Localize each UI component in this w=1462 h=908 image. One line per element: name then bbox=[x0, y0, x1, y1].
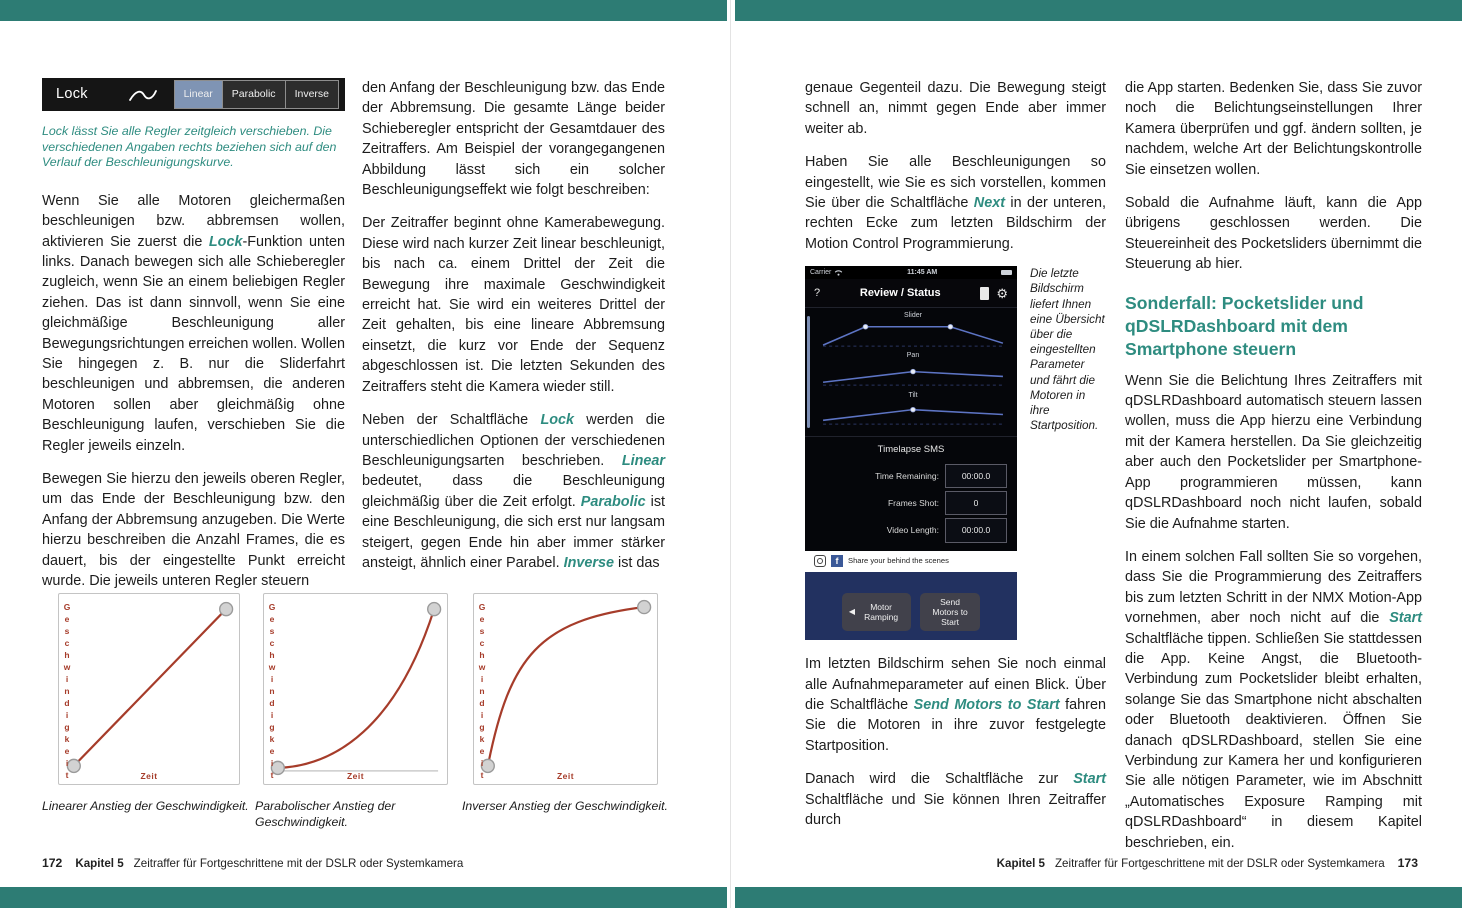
body-paragraphs bbox=[42, 191, 345, 592]
inverse-curve bbox=[474, 594, 657, 784]
settings-gear-icon[interactable]: ⚙ bbox=[996, 285, 1008, 301]
paragraph: Bewegen Sie hierzu den jeweils oberen Regler, um das Ende der Beschleunigung bzw. den Anfang der Abbremsung anzugeben. Die Werte hierzu beschreiben die Anzahl Frames, die es dauert, bis der eingestellte Punkt erreicht wurde. Die jeweils unteren Regler steuern bbox=[42, 471, 345, 590]
x-axis-label: Zeit bbox=[346, 771, 365, 781]
share-bar bbox=[805, 551, 1017, 572]
send-motors-to-start-button[interactable] bbox=[920, 593, 980, 631]
y-axis-label: Geschwindigkeit bbox=[62, 602, 72, 782]
right-page-column-2 bbox=[1125, 78, 1422, 853]
emphasized-term: Inverse bbox=[563, 554, 615, 571]
info-row bbox=[815, 464, 1007, 488]
graph-label: Slider bbox=[904, 312, 922, 320]
emphasized-term: Send Motors to Start bbox=[913, 697, 1060, 714]
info-value: 00:00.0 bbox=[945, 464, 1007, 488]
acceleration-mode-segmented-control bbox=[174, 80, 339, 108]
velocity-graph-parabolic bbox=[263, 593, 448, 785]
info-value: 00:00.0 bbox=[945, 518, 1007, 542]
app-screenshot bbox=[805, 266, 1017, 640]
page-number: 172 bbox=[42, 856, 63, 870]
screen-title: Review / Status bbox=[859, 287, 941, 300]
paragraph: Im letzten Bildschirm sehen Sie noch einmal alle Aufnahmeparameter auf einen Blick. Über die Schaltfläche Send Motors to Start fahren Sie die Motoren in ihre zuvor festgelegte Startposition. bbox=[805, 656, 1106, 754]
motion-graphs-panel bbox=[805, 308, 1017, 436]
phone-body-area bbox=[805, 572, 1017, 640]
info-value: 0 bbox=[945, 491, 1007, 515]
timelapse-sms-label: Timelapse SMS bbox=[877, 444, 945, 456]
lock-button[interactable]: Lock bbox=[56, 86, 88, 103]
phone-status-bar bbox=[805, 266, 1017, 279]
paragraph: Danach wird die Schaltfläche zur Start Schaltfläche und Sie können Ihren Zeitraffer durch bbox=[805, 771, 1106, 829]
clock: 11:45 AM bbox=[907, 268, 938, 276]
linear-curve bbox=[59, 594, 239, 784]
lock-ui-screenshot bbox=[42, 78, 345, 111]
footer-bar-right bbox=[735, 887, 1462, 908]
body-paragraphs bbox=[1125, 78, 1422, 275]
info-label: Video Length: bbox=[886, 525, 939, 536]
parabolic-curve bbox=[264, 594, 447, 784]
share-label: Share your behind the scenes bbox=[848, 556, 949, 566]
page-gutter bbox=[730, 0, 731, 908]
instagram-icon[interactable] bbox=[814, 555, 826, 567]
emphasized-term: Next bbox=[973, 195, 1005, 212]
x-axis-label: Zeit bbox=[140, 771, 158, 781]
tilt-curve bbox=[817, 400, 1009, 429]
section-heading: Sonderfall: Pocketslider und qDSLRDashboard mit dem Smartphone steuern bbox=[1125, 292, 1364, 359]
inverse-mode-button[interactable]: Inverse bbox=[285, 81, 338, 107]
timelapse-info-panel bbox=[805, 436, 1017, 551]
phone-nav-bar bbox=[805, 279, 1017, 308]
paragraph: die App starten. Bedenken Sie, dass Sie zuvor noch die Belichtungseinstellungen Ihrer Kamera überprüfen und ggf. ändern sollten, je nachdem, welche Art der Belichtungskontrolle Sie einsetzen wollen. bbox=[1125, 80, 1422, 178]
right-page-footer bbox=[997, 856, 1418, 870]
left-page-footer bbox=[42, 856, 463, 870]
emphasized-term: Start bbox=[1073, 771, 1106, 788]
chapter-label: Kapitel 5 bbox=[996, 857, 1045, 870]
velocity-graph-linear bbox=[58, 593, 240, 785]
x-axis-label: Zeit bbox=[556, 771, 575, 781]
facebook-icon[interactable]: f bbox=[831, 555, 843, 567]
left-page-column-1 bbox=[42, 78, 345, 592]
y-axis-label: Geschwindigkeit bbox=[477, 602, 487, 782]
graph-caption: Linearer Anstieg der Geschwindigkeit. bbox=[42, 799, 249, 813]
lock-figure-caption: Lock lässt Sie alle Regler zeitgleich verschieben. Die verschiedenen Angaben rechts beziehen sich auf den Verlauf der Beschleunigungskurve. bbox=[42, 124, 337, 170]
paragraph: genaue Gegenteil dazu. Die Bewegung steigt schnell an, nimmt gegen Ende aber immer weiter ab. bbox=[805, 80, 1106, 137]
left-page-column-2 bbox=[362, 78, 665, 573]
chapter-title: Zeitraffer für Fortgeschrittene mit der DSLR oder Systemkamera bbox=[133, 857, 464, 870]
pan-motion-graph bbox=[817, 351, 1009, 391]
paragraph: Neben der Schaltfläche Lock werden die unterschiedlichen Optionen der verschiedenen Beschleunigungsarten beschrieben. Linear bedeutet, dass die Beschleunigung gleichmäßig über die Zeit erfolgt. Parabolic ist eine Beschleunigung, die sich erst nur langsam steigert, gegen Ende hin aber immer stärker ansteigt, ähnlich einer Parabel. Inverse ist das bbox=[362, 412, 666, 571]
graph-label: Tilt bbox=[908, 392, 918, 400]
linear-mode-button[interactable]: Linear bbox=[175, 81, 222, 107]
paragraph: Wenn Sie alle Motoren gleichermaßen beschleunigen bzw. abbremsen wollen, aktivieren Sie zuerst die Lock-Funktion unten links. Danach bewegen sich alle Schieberegler zugleich, wenn Sie an einem beliebigen Regler ziehen. Das ist dann sinnvoll, wenn Sie eine gleichmäßige Beschleunigung aller Bewegungsrichtungen erreichen wollen. Wollen Sie hingegen z. B. nur die Sliderfahrt beschleunigen und abbremsen, die anderen Motoren sollen aber gleichmäßig ohne Beschleunigung laufen, verschieben Sie die Regler jeweils einzeln. bbox=[42, 192, 345, 454]
phone-figure-row bbox=[805, 266, 1106, 640]
scroll-indicator bbox=[807, 316, 810, 428]
battery-icon bbox=[1001, 270, 1012, 275]
paragraph: Der Zeitraffer beginnt ohne Kamerabewegung. Diese wird nach kurzer Zeit linear beschleunigt, bis nach ca. einem Drittel der Zeit die Bewegung ihre maximale Geschwindigkeit erreicht hat. Sie wird ein weiteres Drittel der Zeit gehalten, bis eine lineare Abbremsung einsetzt, die kurz vor Ende der Sequenz abgeschlossen ist. Die letzten Sekunden des Zeitraffers steht die Kamera wieder still. bbox=[362, 215, 665, 395]
paragraph: Sobald die Aufnahme läuft, kann die App übrigens geschlossen werden. Die Steuereinheit des Pocketsliders übernimmt die Steuerung ab hier. bbox=[1125, 195, 1422, 273]
back-triangle-icon: ◀ bbox=[848, 607, 856, 617]
acceleration-curve-icon bbox=[128, 87, 158, 103]
graph-label: Pan bbox=[906, 352, 920, 360]
body-paragraphs bbox=[805, 654, 1106, 830]
button-label: Send Motors to Start bbox=[932, 597, 968, 628]
info-label: Time Remaining: bbox=[875, 470, 939, 481]
tilt-motion-graph bbox=[817, 391, 1009, 431]
footer-bar-left bbox=[0, 887, 727, 908]
phone-figure-caption: Die letzte Bildschirm liefert Ihnen eine Übersicht über die eingestellten Parameter und fährt die Motoren in ihre Startposition. bbox=[1030, 267, 1105, 433]
y-axis-label: Geschwindigkeit bbox=[267, 602, 277, 782]
emphasized-term: Lock bbox=[540, 412, 575, 429]
graph-caption: Inverser Anstieg der Geschwindigkeit. bbox=[462, 799, 668, 813]
pan-curve bbox=[817, 360, 1009, 389]
paragraph: Haben Sie alle Beschleunigungen so eingestellt, wie Sie es sich vorstellen, kommen Sie über die Schaltfläche Next in der unteren, rechten Ecke zum letzten Bildschirm der Motion Control Programmierung. bbox=[805, 154, 1106, 252]
emphasized-term: Linear bbox=[621, 452, 665, 469]
slider-motion-graph bbox=[817, 311, 1009, 351]
info-row bbox=[815, 518, 1007, 542]
info-label: Frames Shot: bbox=[887, 498, 939, 509]
carrier-label: Carrier bbox=[810, 268, 832, 276]
chapter-label: Kapitel 5 bbox=[75, 857, 124, 870]
help-button[interactable]: ? bbox=[814, 287, 821, 300]
parabolic-mode-button[interactable]: Parabolic bbox=[222, 81, 285, 107]
graph-caption: Parabolischer Anstieg der Geschwindigkeit. bbox=[255, 799, 396, 829]
button-label: Motor Ramping bbox=[864, 602, 899, 623]
info-row bbox=[815, 491, 1007, 515]
paragraph: den Anfang der Beschleunigung bzw. das Ende der Abbremsung. Die gesamte Länge beider Schieberegler entspricht der Gesamtdauer des Zeitraffers. Am Beispiel der vorangegangenen Abbildung lässt sich ein solcher Beschleunigungseffekt wie folgt beschreiben: bbox=[362, 80, 665, 199]
emphasized-term: Lock bbox=[208, 233, 243, 250]
body-paragraphs bbox=[805, 78, 1106, 254]
emphasized-term: Parabolic bbox=[580, 493, 646, 510]
right-page-column-1 bbox=[805, 78, 1106, 831]
body-paragraphs bbox=[1125, 371, 1422, 853]
header-bar-left bbox=[0, 0, 727, 21]
phone-action-buttons bbox=[805, 593, 1017, 631]
wifi-icon bbox=[834, 269, 843, 276]
chapter-title: Zeitraffer für Fortgeschrittene mit der DSLR oder Systemkamera bbox=[1054, 857, 1385, 870]
page-number: 173 bbox=[1397, 856, 1418, 870]
motor-ramping-button[interactable] bbox=[842, 593, 911, 631]
body-paragraphs bbox=[362, 78, 665, 573]
header-bar-right bbox=[735, 0, 1462, 21]
paragraph: In einem solchen Fall sollten Sie so vorgehen, dass Sie die Programmierung des Zeitraffers bis zum letzten Schritt in der NMX Motion-App vornehmen, aber noch nicht auf die Start Schaltfläche tippen. Schließen Sie stattdessen die App. Keine Angst, die Bluetooth-Verbindung zum Pocketslider bleibt erhalten, solange Sie das Smartphone nicht abschalten oder Bluetooth deaktivieren. Öffnen Sie danach qDSLRDashboard, stellen Sie eine Verbindung zur Kamera her und konfigurieren Sie alle nötigen Parameter, wie im Abschnitt „Automatisches Exposure Ramping mit qDSLRDashboard“ in diesem Kapitel beschrieben, ein. bbox=[1125, 548, 1422, 851]
slider-curve bbox=[817, 320, 1009, 349]
velocity-graph-inverse bbox=[473, 593, 658, 785]
paragraph: Wenn Sie die Belichtung Ihres Zeitraffers mit qDSLRDashboard automatisch steuern lassen wollen, muss die App hierzu eine Verbindung mit der Kamera herstellen. Da Sie gleichzeitig aber auch den Pocketslider per Smartphone-App programmieren müssen, kann qDSLRDashboard noch nicht laufen, sobald Sie die Aufnahme starten. bbox=[1125, 372, 1422, 532]
emphasized-term: Start bbox=[1389, 610, 1422, 627]
battery-status-icon bbox=[980, 287, 989, 300]
